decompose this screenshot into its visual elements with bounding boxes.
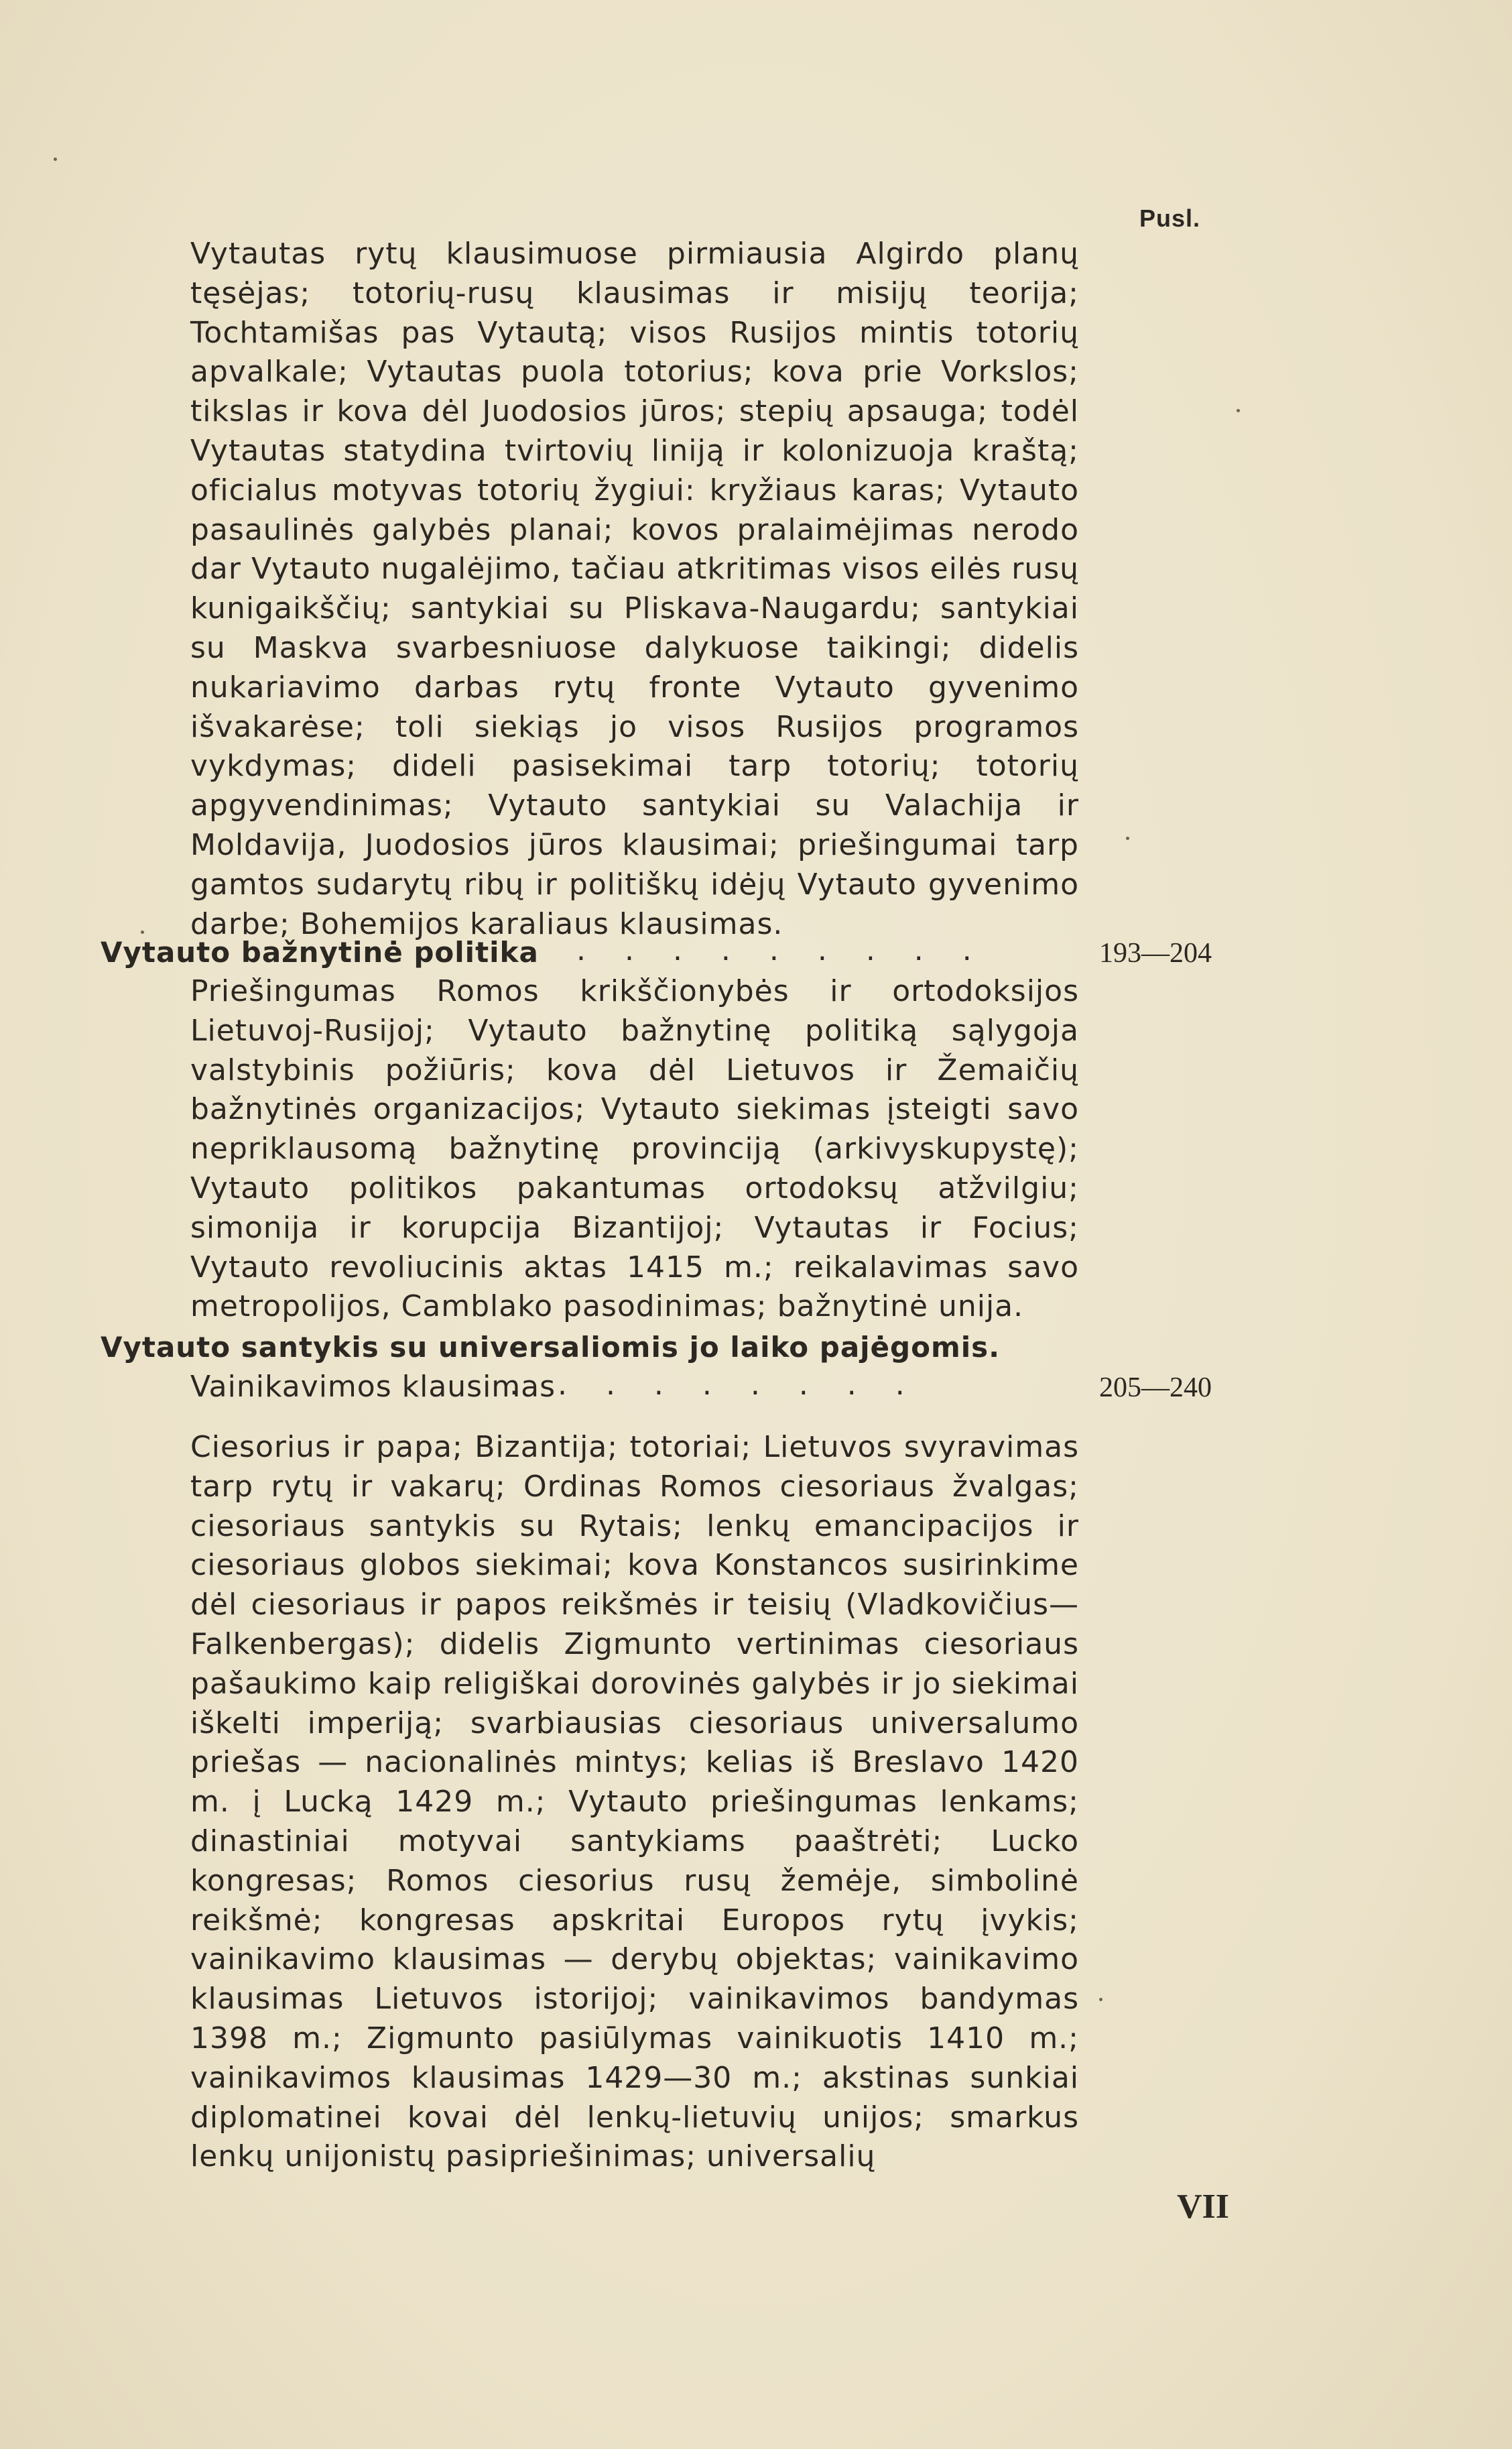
entry-description-2: Priešingumas Romos krikščionybės ir ortodoksijos Lietuvoj-Rusijoj; Vytauto bažnytinę politiką sąlygoja valstybinis požiūris; kova dėl Lietuvos ir Žemaičių bažnytinės organizacijos; Vytauto siekimas įsteigti savo nepriklausomą bažnytinę provinciją (arkivyskupystę); Vytauto politikos pakantumas ortodoksų atžvilgiu; simonija ir korupcija Bizantijoj; Vytautas ir Focius; Vytauto revoliucinis aktas 1415 m.; reikalavimas savo metropolijos, Camblako pasodinimas; bažnytinė unija. — [190, 974, 1079, 1324]
pages-column-header: Pusl. — [1139, 204, 1201, 232]
paper-speck — [1099, 1998, 1102, 2001]
paper-speck — [54, 158, 57, 161]
leader-dots: . . . . . . . . . — [509, 1368, 920, 1402]
leader-dots: . . . . . . . . . — [576, 933, 987, 967]
paper-speck — [1237, 409, 1240, 412]
page-number: VII — [1177, 2188, 1230, 2226]
entry-page-range-1: 193—204 — [1099, 938, 1212, 969]
entry-heading-continuation: Vainikavimos klausimas — [190, 1370, 556, 1404]
entry-heading-universalios-pajegos — [101, 1328, 1079, 1368]
entry-description-1: Vytautas rytų klausimuose pirmiausia Algirdo planų tęsėjas; totorių-rusų klausimas ir misijų teorija; Tochtamišas pas Vytautą; visos Rusijos mintis totorių apvalkale; Vytautas puola totorius; kova prie Vorkslos; tikslas ir kova dėl Juodosios jūros; stepių apsauga; todėl Vytautas statydina tvirtovių liniją ir kolonizuoja kraštą; oficialus motyvas totorių žygiui: kryžiaus karas; Vytauto pasaulinės galybės planai; kovos pralaimėjimas nerodo dar Vytauto nugalėjimo, tačiau atkritimas visos eilės rusų kunigaikščių; santykiai su Pliskava-Naugardu; santykiai su Maskva svarbesniuose dalykuose taikingi; didelis nukariavimo darbas rytų fronte Vytauto gyvenimo išvakarėse; toli siekiąs jo visos Rusijos programos vykdymas; dideli pasisekimai tarp totorių; totorių apgyvendinimas; Vytauto santykiai su Valachija ir Moldavija, Juodosios jūros klausimai; priešingumai tarp gamtos sudarytų ribų ir politiškų idėjų Vytauto gyvenimo darbe; Bohemijos karaliaus klausimas. — [190, 237, 1079, 941]
paper-speck — [141, 931, 144, 934]
entry-description-3: Ciesorius ir papa; Bizantija; totoriai; Lietuvos svyravimas tarp rytų ir vakarų; Ordinas Romos ciesoriaus žvalgas; ciesoriaus santykis su Rytais; lenkų emancipacijos ir ciesoriaus globos siekimai; kova Konstancos susirinkime dėl ciesoriaus ir papos reikšmės ir teisių (Vladkovičius—Falkenbergas); didelis Zigmunto vertinimas ciesoriaus pašaukimo kaip religiškai dorovinės galybės ir jo siekimai iškelti imperiją; svarbiausias ciesoriaus universalumo priešas — nacionalinės mintys; kelias iš Breslavo 1420 m. į Lucką 1429 m.; Vytauto priešingumas lenkams; dinastiniai motyvai santykiams paaštrėti; Lucko kongresas; Romos ciesorius rusų žemėje, simbolinė reikšmė; kongresas apskritai Europos rytų įvykis; vainikavimo klausimas — derybų objektas; vainikavimo klausimas Lietuvos istorijoj; vainikavimos bandymas 1398 m.; Zigmunto pasiūlymas vainikuotis 1410 m.; vainikavimos klausimas 1429—30 m.; akstinas sunkiai diplomatinei kovai dėl lenkų-lietuvių unijos; smarkus lenkų unijonistų pasipriešinimas; universalių — [190, 1430, 1079, 2174]
paper-speck — [1126, 837, 1129, 840]
entry-page-range-2: 205—240 — [1099, 1372, 1212, 1403]
entry-heading-bold: Vytauto santykis su universaliomis jo laiko pajėgomis. — [101, 1331, 1001, 1364]
entry-heading-bazhnytine-politika: Vytauto bažnytinė politika — [101, 936, 539, 969]
